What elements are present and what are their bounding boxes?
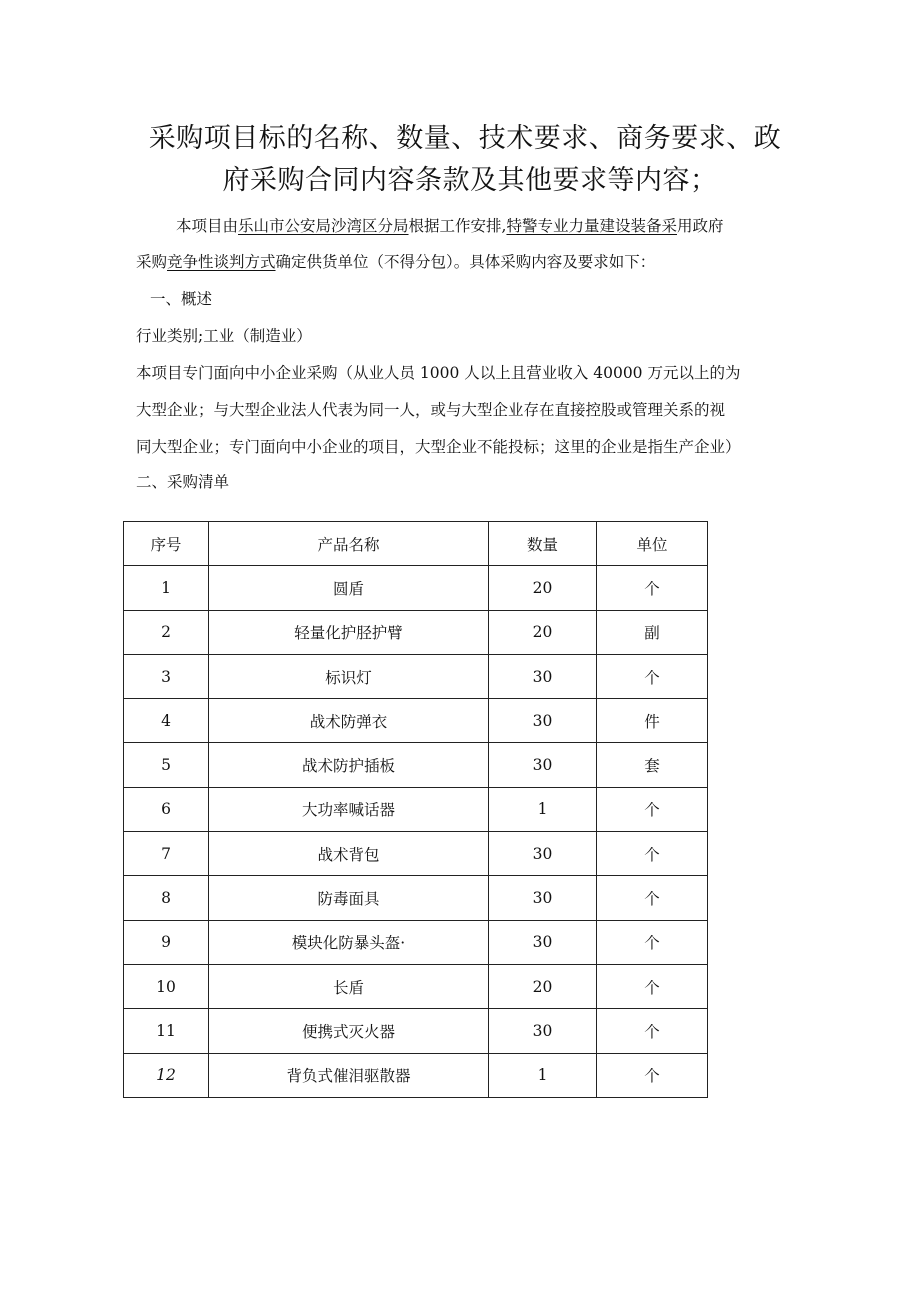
cell-quantity: 20 — [489, 610, 597, 654]
header-cell-unit: 单位 — [597, 522, 708, 566]
cell-quantity: 30 — [489, 1009, 597, 1053]
intro-text: 采购 — [136, 253, 168, 271]
section-2-heading: 二、采购清单 — [136, 473, 230, 491]
project-name: 特警专业力量建设装备采 — [506, 217, 677, 235]
cell-quantity: 30 — [489, 743, 597, 787]
cell-index: 7 — [124, 832, 209, 876]
cell-quantity: 30 — [489, 920, 597, 964]
title-line-1: 采购项目标的名称、数量、技术要求、商务要求、政 — [148, 123, 782, 154]
intro-line-2 — [136, 244, 796, 280]
industry-category: 行业类别;工业（制造业） — [136, 327, 312, 345]
cell-index: 8 — [124, 876, 209, 920]
header-cell-product: 产品名称 — [209, 522, 489, 566]
header-cell-index: 序号 — [124, 522, 209, 566]
cell-unit: 个 — [597, 876, 708, 920]
cell-quantity: 30 — [489, 876, 597, 920]
cell-index: 12 — [124, 1053, 209, 1097]
cell-unit: 件 — [597, 699, 708, 743]
table-row — [124, 566, 708, 610]
cell-product: 模块化防暴头盔· — [209, 920, 489, 964]
table-row — [124, 876, 708, 920]
table-row — [124, 1009, 708, 1053]
cell-product: 战术背包 — [209, 832, 489, 876]
table-row — [124, 610, 708, 654]
table-row — [124, 1053, 708, 1097]
cell-product: 大功率喊话器 — [209, 787, 489, 831]
table-row — [124, 787, 708, 831]
cell-index: 2 — [124, 610, 209, 654]
table-row — [124, 964, 708, 1008]
cell-unit: 个 — [597, 566, 708, 610]
cell-index: 10 — [124, 964, 209, 1008]
table-row — [124, 743, 708, 787]
intro-line-1 — [136, 208, 796, 244]
cell-product: 战术防护插板 — [209, 743, 489, 787]
cell-quantity: 20 — [489, 964, 597, 1008]
cell-product: 轻量化护胫护臂 — [209, 610, 489, 654]
sme-text-line-1: 本项目专门面向中小企业采购（从业人员 1000 人以上且营业收入 40000 万元以上的为 — [136, 364, 741, 382]
title-line-2: 府采购合同内容条款及其他要求等内容； — [222, 165, 718, 196]
cell-quantity: 20 — [489, 566, 597, 610]
table-row — [124, 654, 708, 698]
cell-index: 11 — [124, 1009, 209, 1053]
header-cell-quantity: 数量 — [489, 522, 597, 566]
cell-index: 9 — [124, 920, 209, 964]
cell-index: 4 — [124, 699, 209, 743]
section-1-heading: 一、概述 — [150, 290, 213, 308]
cell-quantity: 30 — [489, 654, 597, 698]
cell-unit: 个 — [597, 654, 708, 698]
procurement-table — [123, 521, 708, 1098]
cell-product: 防毒面具 — [209, 876, 489, 920]
intro-text: 本项目由 — [176, 217, 239, 235]
cell-unit: 副 — [597, 610, 708, 654]
cell-product: 圆盾 — [209, 566, 489, 610]
sme-text-line-3: 同大型企业；专门面向中小企业的项目，大型企业不能投标；这里的企业是指生产企业） — [136, 438, 741, 456]
cell-index: 3 — [124, 654, 209, 698]
cell-unit: 个 — [597, 920, 708, 964]
cell-quantity: 30 — [489, 832, 597, 876]
cell-unit: 套 — [597, 743, 708, 787]
cell-product: 便携式灭火器 — [209, 1009, 489, 1053]
cell-product: 背负式催泪驱散器 — [209, 1053, 489, 1097]
cell-unit: 个 — [597, 1009, 708, 1053]
sme-text-line-2: 大型企业；与大型企业法人代表为同一人，或与大型企业存在直接控股或管理关系的视 — [136, 401, 726, 419]
cell-index: 1 — [124, 566, 209, 610]
cell-index: 6 — [124, 787, 209, 831]
document-title — [120, 118, 810, 202]
cell-unit: 个 — [597, 964, 708, 1008]
cell-quantity: 1 — [489, 1053, 597, 1097]
intro-text: 根据工作安排, — [408, 217, 507, 235]
table-row — [124, 832, 708, 876]
cell-index: 5 — [124, 743, 209, 787]
cell-unit: 个 — [597, 1053, 708, 1097]
cell-unit: 个 — [597, 787, 708, 831]
table-header-row — [124, 522, 708, 566]
intro-text: 确定供货单位（不得分包）。具体采购内容及要求如下： — [275, 253, 656, 271]
purchaser-name: 乐山市公安局沙湾区分局 — [238, 217, 409, 235]
cell-quantity: 30 — [489, 699, 597, 743]
cell-unit: 个 — [597, 832, 708, 876]
cell-quantity: 1 — [489, 787, 597, 831]
cell-product: 战术防弹衣 — [209, 699, 489, 743]
procurement-method: 竞争性谈判方式 — [167, 253, 276, 271]
intro-text: 用政府 — [676, 217, 724, 235]
cell-product: 长盾 — [209, 964, 489, 1008]
table-row — [124, 920, 708, 964]
cell-product: 标识灯 — [209, 654, 489, 698]
table-row — [124, 699, 708, 743]
